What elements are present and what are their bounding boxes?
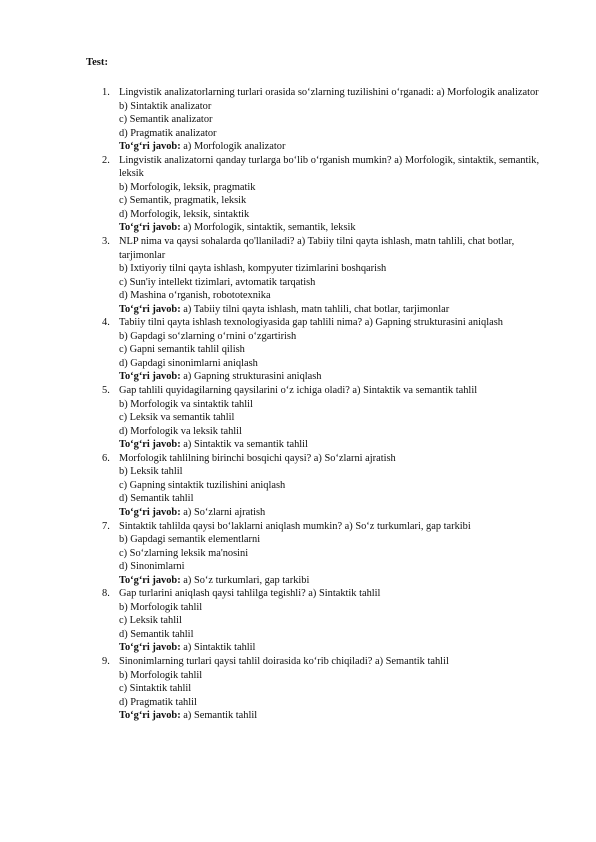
answer-label: To‘g‘ri javob: bbox=[119, 439, 181, 451]
option-b: b) Sintaktik analizator bbox=[119, 100, 212, 112]
option-c: c) Semantik, pragmatik, leksik bbox=[119, 195, 247, 207]
option-b: b) Gapdagi semantik elementlarni bbox=[119, 534, 261, 546]
correct-answer bbox=[119, 140, 556, 154]
correct-answer bbox=[119, 370, 556, 384]
correct-answer bbox=[119, 221, 556, 235]
question-number: 7. bbox=[102, 520, 110, 532]
answer-text: a) Sintaktik va semantik tahlil bbox=[183, 439, 308, 451]
option-c: c) Sintaktik tahlil bbox=[119, 683, 192, 695]
option-d: d) Pragmatik tahlil bbox=[119, 696, 197, 708]
question-text: Morfologik tahlilning birinchi bosqichi qaysi? a) So‘zlarni ajratish bbox=[119, 452, 396, 464]
question-item bbox=[86, 154, 556, 235]
option-b: b) Morfologik tahlil bbox=[119, 669, 203, 681]
answer-text: a) Semantik tahlil bbox=[183, 710, 258, 722]
answer-text: a) Sintaktik tahlil bbox=[183, 642, 256, 654]
option-c: c) Semantik analizator bbox=[119, 114, 213, 126]
answer-label: To‘g‘ri javob: bbox=[119, 574, 181, 586]
answer-label: To‘g‘ri javob: bbox=[119, 506, 181, 518]
correct-answer bbox=[119, 709, 556, 723]
answer-text: a) Tabiiy tilni qayta ishlash, matn tahlili, chat botlar, tarjimonlar bbox=[183, 303, 450, 315]
option-d: d) Semantik tahlil bbox=[119, 493, 194, 505]
correct-answer bbox=[119, 438, 556, 452]
option-d: d) Semantik tahlil bbox=[119, 628, 194, 640]
test-heading: Test: bbox=[86, 57, 108, 68]
question-text: Lingvistik analizatorni qanday turlarga bo‘lib o‘rganish mumkin? a) Morfologik, sintaktik, semantik, leksik bbox=[119, 154, 540, 180]
option-b: b) Leksik tahlil bbox=[119, 466, 183, 478]
answer-label: To‘g‘ri javob: bbox=[119, 642, 181, 654]
option-d: d) Morfologik, leksik, sintaktik bbox=[119, 208, 250, 220]
answer-label: To‘g‘ri javob: bbox=[119, 141, 181, 153]
question-text: Tabiiy tilni qayta ishlash texnologiyasida gap tahlili nima? a) Gapning strukturasini aniqlash bbox=[119, 317, 503, 329]
question-item bbox=[86, 520, 556, 588]
correct-answer bbox=[119, 303, 556, 317]
question-number: 4. bbox=[102, 317, 110, 329]
option-c: c) Leksik va semantik tahlil bbox=[119, 412, 235, 424]
option-d: d) Gapdagi sinonimlarni aniqlash bbox=[119, 357, 258, 369]
answer-text: a) Morfologik, sintaktik, semantik, leksik bbox=[183, 222, 356, 234]
option-d: d) Mashina o‘rganish, robototexnika bbox=[119, 290, 271, 302]
question-item bbox=[86, 235, 556, 316]
question-text: Sinonimlarning turlari qaysi tahlil doirasida ko‘rib chiqiladi? a) Semantik tahlil bbox=[119, 655, 449, 667]
question-number: 5. bbox=[102, 385, 110, 397]
answer-text: a) So‘z turkumlari, gap tarkibi bbox=[183, 574, 310, 586]
answer-label: To‘g‘ri javob: bbox=[119, 710, 181, 722]
answer-label: To‘g‘ri javob: bbox=[119, 303, 181, 315]
option-c: c) Gapni semantik tahlil qilish bbox=[119, 344, 245, 356]
question-text: NLP nima va qaysi sohalarda qo'llaniladi? a) Tabiiy tilni qayta ishlash, matn tahlili, chat botlar, tarjimonlar bbox=[119, 236, 515, 261]
option-b: b) Morfologik va sintaktik tahlil bbox=[119, 398, 253, 410]
answer-text: a) Gapning strukturasini aniqlash bbox=[183, 371, 322, 383]
question-number: 2. bbox=[102, 154, 110, 166]
correct-answer bbox=[119, 641, 556, 655]
option-d: d) Morfologik va leksik tahlil bbox=[119, 425, 242, 437]
option-d: d) Sinonimlarni bbox=[119, 561, 185, 573]
answer-label: To‘g‘ri javob: bbox=[119, 371, 181, 383]
option-c: c) Sun'iy intellekt tizimlari, avtomatik tarqatish bbox=[119, 276, 316, 288]
question-number: 3. bbox=[102, 236, 110, 248]
question-text: Sintaktik tahlilda qaysi bo‘laklarni aniqlash mumkin? a) So‘z turkumlari, gap tarkibi bbox=[119, 520, 471, 532]
option-b: b) Gapdagi so‘zlarning o‘rnini o‘zgartirish bbox=[119, 330, 297, 342]
answer-text: a) So‘zlarni ajratish bbox=[183, 506, 266, 518]
option-c: c) Gapning sintaktik tuzilishini aniqlash bbox=[119, 479, 286, 491]
question-item bbox=[86, 452, 556, 520]
question-item bbox=[86, 655, 556, 723]
question-number: 8. bbox=[102, 588, 110, 600]
correct-answer bbox=[119, 506, 556, 520]
answer-label: To‘g‘ri javob: bbox=[119, 222, 181, 234]
question-number: 9. bbox=[102, 655, 110, 667]
question-item bbox=[86, 316, 556, 384]
option-c: c) So‘zlarning leksik ma'nosini bbox=[119, 547, 249, 559]
question-item bbox=[86, 86, 556, 154]
question-text: Lingvistik analizatorlarning turlari orasida so‘zlarning tuzilishini o‘rganadi: a) Morfologik analizator bbox=[119, 87, 539, 98]
option-c: c) Leksik tahlil bbox=[119, 615, 182, 627]
question-text: Gap tahlili quyidagilarning qaysilarini o‘z ichiga oladi? a) Sintaktik va semantik tahlil bbox=[119, 385, 478, 397]
question-item bbox=[86, 587, 556, 655]
answer-text: a) Morfologik analizator bbox=[183, 141, 286, 153]
question-number: 6. bbox=[102, 452, 110, 464]
question-item bbox=[86, 384, 556, 452]
question-number: 1. bbox=[102, 87, 110, 98]
question-list bbox=[86, 86, 556, 723]
option-b: b) Ixtiyoriy tilni qayta ishlash, kompyuter tizimlarini boshqarish bbox=[119, 263, 387, 275]
option-b: b) Morfologik, leksik, pragmatik bbox=[119, 181, 256, 193]
option-b: b) Morfologik tahlil bbox=[119, 601, 203, 613]
option-d: d) Pragmatik analizator bbox=[119, 127, 217, 139]
correct-answer bbox=[119, 574, 556, 588]
question-text: Gap turlarini aniqlash qaysi tahlilga tegishli? a) Sintaktik tahlil bbox=[119, 588, 381, 600]
